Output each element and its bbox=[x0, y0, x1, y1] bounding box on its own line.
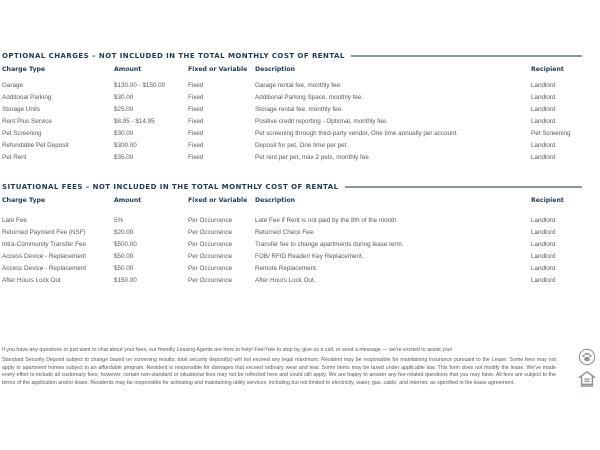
table-row bbox=[2, 127, 588, 139]
table-row bbox=[2, 214, 588, 226]
amount-cell: $50.00 bbox=[114, 264, 134, 272]
optional-charges-table bbox=[2, 64, 588, 163]
column-header: Charge Type bbox=[2, 66, 46, 73]
column-header: Description bbox=[255, 197, 296, 204]
charge-type-cell: Pet Rent bbox=[2, 153, 27, 161]
table-row bbox=[2, 115, 588, 127]
fixed-or-variable-cell: Fixed bbox=[188, 105, 204, 113]
recipient-cell: Landlord bbox=[531, 141, 556, 149]
amount-cell: $150.00 bbox=[114, 276, 137, 284]
fixed-or-variable-cell: Per Occurrence bbox=[188, 228, 233, 236]
situational-fees-section bbox=[2, 182, 588, 286]
charge-type-cell: Rent Plus Service bbox=[2, 117, 53, 125]
column-header: Amount bbox=[114, 197, 142, 204]
charge-type-cell: Access Device - Replacement bbox=[2, 264, 86, 272]
recipient-cell: Landlord bbox=[531, 276, 556, 284]
recipient-cell: Landlord bbox=[531, 240, 556, 248]
description-cell: Garage rental fee, monthly fee. bbox=[255, 81, 342, 89]
charge-type-cell: Intra-Community Transfer Fee bbox=[2, 240, 86, 248]
charge-type-cell: Pet Screening bbox=[2, 129, 42, 137]
recipient-cell: Landlord bbox=[531, 81, 556, 89]
table-row bbox=[2, 250, 588, 262]
section-title-row bbox=[2, 51, 588, 61]
amount-cell: $50.00 bbox=[114, 252, 134, 260]
amount-cell: $8.95 - $14.95 bbox=[114, 117, 155, 125]
description-cell: After Hours Lock Out. bbox=[255, 276, 316, 284]
recipient-cell: Landlord bbox=[531, 216, 556, 224]
amount-cell: $130.00 - $150.00 bbox=[114, 81, 166, 89]
table-row bbox=[2, 103, 588, 115]
table-row bbox=[2, 79, 588, 91]
amount-cell: 5% bbox=[114, 216, 124, 224]
table-row bbox=[2, 151, 588, 163]
charge-type-cell: After Hours Lock Out bbox=[2, 276, 61, 284]
fixed-or-variable-cell: Per Occurrence bbox=[188, 252, 233, 260]
fixed-or-variable-cell: Fixed bbox=[188, 153, 204, 161]
description-cell: Late Fee if Rent is not paid by the 8th of the month. bbox=[255, 216, 399, 224]
description-cell: Deposit for pet, One time per pet. bbox=[255, 141, 349, 149]
description-cell: Transfer fee to change apartments during lease term. bbox=[255, 240, 404, 248]
column-header: Charge Type bbox=[2, 197, 46, 204]
charge-type-cell: Late Fee bbox=[2, 216, 27, 224]
amount-cell: $30.00 bbox=[114, 93, 134, 101]
amount-cell: $25.00 bbox=[114, 105, 134, 113]
situational-fees-table bbox=[2, 195, 588, 286]
table-header-row bbox=[2, 64, 588, 75]
section-title: OPTIONAL CHARGES – NOT INCLUDED IN THE TOTAL MONTHLY COST OF RENTAL bbox=[2, 52, 345, 60]
fixed-or-variable-cell: Per Occurrence bbox=[188, 276, 233, 284]
optional-charges-section bbox=[2, 51, 588, 163]
fixed-or-variable-cell: Fixed bbox=[188, 129, 204, 137]
fixed-or-variable-cell: Fixed bbox=[188, 93, 204, 101]
column-header: Fixed or Variable bbox=[188, 197, 248, 204]
table-row bbox=[2, 262, 588, 274]
recipient-cell: Pet Screening bbox=[531, 129, 571, 137]
logos bbox=[578, 348, 598, 392]
table-row bbox=[2, 139, 588, 151]
column-header: Recipient bbox=[531, 197, 564, 204]
divider bbox=[345, 186, 583, 188]
column-header: Recipient bbox=[531, 66, 564, 73]
table-row bbox=[2, 91, 588, 103]
recipient-cell: Landlord bbox=[531, 252, 556, 260]
divider bbox=[351, 55, 582, 57]
fixed-or-variable-cell: Per Occurrence bbox=[188, 264, 233, 272]
section-title: SITUATIONAL FEES – NOT INCLUDED IN THE TOTAL MONTHLY COST OF RENTAL bbox=[2, 183, 339, 191]
footer-disclaimer: Standard Security Deposit subject to change based on screening results; total security deposit(s) will not exceed any legal maximum. Resident may be responsible for maintaining insurance pursuant to the Lease. Some fees may not apply to apartment homes subject to an affordable program. Resident is responsible for damages that exceed ordinary wear and tear. Some items may be taxed under applicable law. This form does not modify the lease. We've made every effort to include all customary fees; however, certain non-standard or situational fees may not be reflected here and could still apply. We are happy to answer any fee-related questions that you may have. All fees are subject to the terms of the application and/or lease. Residents may be responsible for activating and maintaining utility services, including but not limited to electricity, water, gas, cable, and internet, as specified in the lease agreement. bbox=[2, 357, 556, 386]
fixed-or-variable-cell: Fixed bbox=[188, 117, 204, 125]
description-cell: Positive credit reporting - Optional, monthly fee. bbox=[255, 117, 388, 125]
description-cell: Additional Parking Space, monthly fee. bbox=[255, 93, 364, 101]
fixed-or-variable-cell: Per Occurrence bbox=[188, 240, 233, 248]
amount-cell: $500.00 bbox=[114, 240, 137, 248]
description-cell: Remote Replacement. bbox=[255, 264, 318, 272]
spacer-row bbox=[2, 206, 588, 214]
description-cell: FOB/ RFID Reader/ Key Replacement. bbox=[255, 252, 364, 260]
amount-cell: $300.00 bbox=[114, 141, 137, 149]
recipient-cell: Landlord bbox=[531, 153, 556, 161]
table-row bbox=[2, 226, 588, 238]
fixed-or-variable-cell: Fixed bbox=[188, 81, 204, 89]
equal-housing-icon bbox=[578, 370, 596, 388]
column-header: Description bbox=[255, 66, 296, 73]
charge-type-cell: Refundable Pet Deposit bbox=[2, 141, 69, 149]
table-header-row bbox=[2, 195, 588, 206]
section-title-row bbox=[2, 182, 588, 192]
description-cell: Storage rental fee, monthly fee. bbox=[255, 105, 343, 113]
description-cell: Pet rent per pet, max 2 pets, monthly fee. bbox=[255, 153, 371, 161]
recipient-cell: Landlord bbox=[531, 105, 556, 113]
column-header: Fixed or Variable bbox=[188, 66, 248, 73]
description-cell: Pet screening through third-party vendor, One time annually per account. bbox=[255, 129, 459, 137]
recipient-cell: Landlord bbox=[531, 264, 556, 272]
charge-type-cell: Garage bbox=[2, 81, 24, 89]
fixed-or-variable-cell: Fixed bbox=[188, 141, 204, 149]
footer-intro: If you have any questions or just want to chat about your fees, our friendly Leasing Agents are here to help! Feel free to stop by, give us a call, or send a message — we're excited to assist you! bbox=[2, 347, 453, 353]
recipient-cell: Landlord bbox=[531, 117, 556, 125]
fixed-or-variable-cell: Per Occurrence bbox=[188, 216, 233, 224]
charge-type-cell: Access Device - Replacement bbox=[2, 252, 86, 260]
charge-type-cell: Returned Payment Fee (NSF) bbox=[2, 228, 86, 236]
description-cell: Returned Check Fee. bbox=[255, 228, 315, 236]
amount-cell: $30.00 bbox=[114, 129, 134, 137]
table-row bbox=[2, 238, 588, 250]
paw-icon bbox=[578, 348, 596, 366]
charge-type-cell: Storage Units bbox=[2, 105, 41, 113]
amount-cell: $20.00 bbox=[114, 228, 134, 236]
recipient-cell: Landlord bbox=[531, 228, 556, 236]
recipient-cell: Landlord bbox=[531, 93, 556, 101]
footer-notes bbox=[2, 347, 556, 387]
table-row bbox=[2, 274, 588, 286]
amount-cell: $35.00 bbox=[114, 153, 134, 161]
charge-type-cell: Additonal Parking bbox=[2, 93, 52, 101]
column-header: Amount bbox=[114, 66, 142, 73]
